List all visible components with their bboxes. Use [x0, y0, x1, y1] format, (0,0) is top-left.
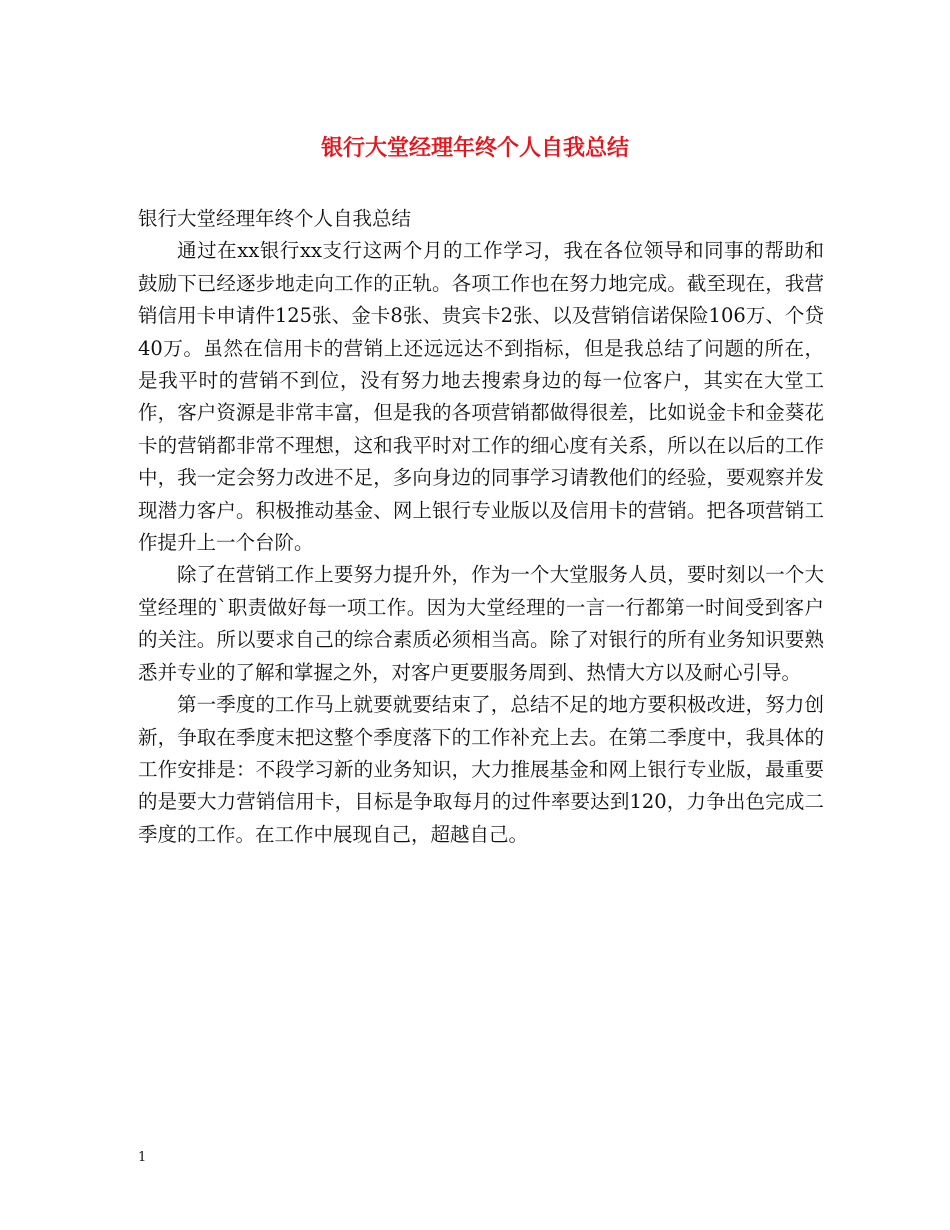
document-title: 银行大堂经理年终个人自我总结	[320, 135, 629, 161]
page-number: 1	[138, 1150, 147, 1165]
document-subtitle: 银行大堂经理年终个人自我总结	[138, 207, 412, 230]
body-paragraph-2: 除了在营销工作上要努力提升外，作为一个大堂服务人员，要时刻以一个大堂经理的`职责做好每一项工作。因为大堂经理的一言一行都第一时间受到客户的关注。所以要求自己的综合素质必须相当高。除了对银行的所有业务知识要熟悉并专业的了解和掌握之外，对客户更要服务周到、热情大方以及耐心引导。	[138, 563, 824, 684]
body-paragraph-3: 第一季度的工作马上就要就要结束了，总结不足的地方要积极改进，努力创新，争取在季度末把这整个季度落下的工作补充上去。在第二季度中，我具体的工作安排是：不段学习新的业务知识，大力推展基金和网上银行专业版，最重要的是要大力营销信用卡，目标是争取每月的过件率要达到120，力争出色完成二季度的工作。在工作中展现自己，超越自己。	[138, 693, 824, 846]
body-paragraph-1: 通过在xx银行xx支行这两个月的工作学习，我在各位领导和同事的帮助和鼓励下已经逐步地走向工作的正轨。各项工作也在努力地完成。截至现在，我营销信用卡申请件125张、金卡8张、贵宾卡2张、以及营销信诺保险106万、个贷40万。虽然在信用卡的营销上还远远达不到指标，但是我总结了问题的所在，是我平时的营销不到位，没有努力地去搜索身边的每一位客户，其实在大堂工作，客户资源是非常丰富，但是我的各项营销都做得很差，比如说金卡和金葵花卡的营销都非常不理想，这和我平时对工作的细心度有关系，所以在以后的工作中，我一定会努力改进不足，多向身边的同事学习请教他们的经验，要观察并发现潜力客户。积极推动基金、网上银行专业版以及信用卡的营销。把各项营销工作提升上一个台阶。	[138, 239, 824, 555]
document-body	[138, 203, 824, 851]
